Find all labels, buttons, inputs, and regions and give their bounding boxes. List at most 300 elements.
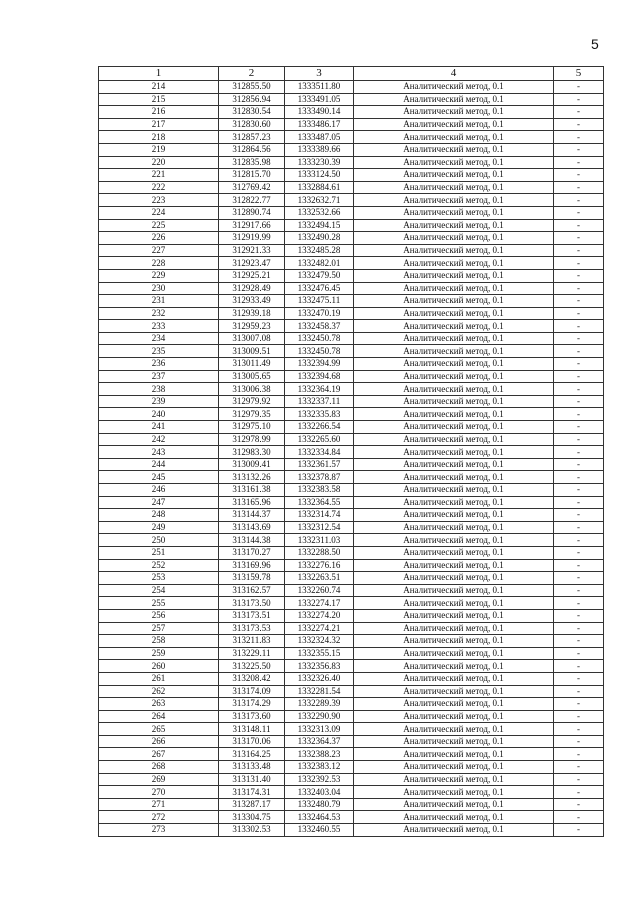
note-cell: -: [554, 458, 604, 471]
y-coordinate-cell: 1332364.55: [285, 496, 354, 509]
method-cell: Аналитический метод, 0.1: [354, 584, 554, 597]
y-coordinate-cell: 1333491.05: [285, 93, 354, 106]
table-row: [99, 332, 604, 345]
note-cell: -: [554, 496, 604, 509]
x-coordinate-cell: 313302.53: [219, 824, 285, 837]
column-header-3: 3: [285, 67, 354, 81]
note-cell: -: [554, 660, 604, 673]
x-coordinate-cell: 312919.99: [219, 232, 285, 245]
x-coordinate-cell: 313287.17: [219, 798, 285, 811]
note-cell: -: [554, 698, 604, 711]
method-cell: Аналитический метод, 0.1: [354, 408, 554, 421]
note-cell: -: [554, 257, 604, 270]
method-cell: Аналитический метод, 0.1: [354, 156, 554, 169]
method-cell: Аналитический метод, 0.1: [354, 81, 554, 94]
y-coordinate-cell: 1333230.39: [285, 156, 354, 169]
y-coordinate-cell: 1332450.78: [285, 332, 354, 345]
column-header-4: 4: [354, 67, 554, 81]
table-row: [99, 408, 604, 421]
method-cell: Аналитический метод, 0.1: [354, 509, 554, 522]
y-coordinate-cell: 1333486.17: [285, 118, 354, 131]
table-row: [99, 269, 604, 282]
note-cell: -: [554, 635, 604, 648]
method-cell: Аналитический метод, 0.1: [354, 131, 554, 144]
note-cell: -: [554, 735, 604, 748]
point-number-cell: 233: [99, 320, 219, 333]
point-number-cell: 269: [99, 773, 219, 786]
point-number-cell: 246: [99, 484, 219, 497]
point-number-cell: 262: [99, 685, 219, 698]
table-row: [99, 824, 604, 837]
y-coordinate-cell: 1332458.37: [285, 320, 354, 333]
note-cell: -: [554, 786, 604, 799]
y-coordinate-cell: 1332289.39: [285, 698, 354, 711]
y-coordinate-cell: 1333124.50: [285, 169, 354, 182]
table-row: [99, 106, 604, 119]
point-number-cell: 259: [99, 647, 219, 660]
table-row: [99, 181, 604, 194]
y-coordinate-cell: 1332288.50: [285, 546, 354, 559]
method-cell: Аналитический метод, 0.1: [354, 546, 554, 559]
x-coordinate-cell: 313225.50: [219, 660, 285, 673]
point-number-cell: 230: [99, 282, 219, 295]
table-row: [99, 232, 604, 245]
y-coordinate-cell: 1332392.53: [285, 773, 354, 786]
point-number-cell: 227: [99, 244, 219, 257]
method-cell: Аналитический метод, 0.1: [354, 106, 554, 119]
x-coordinate-cell: 312923.47: [219, 257, 285, 270]
x-coordinate-cell: 313174.29: [219, 698, 285, 711]
table-row: [99, 244, 604, 257]
method-cell: Аналитический метод, 0.1: [354, 169, 554, 182]
y-coordinate-cell: 1332260.74: [285, 584, 354, 597]
point-number-cell: 223: [99, 194, 219, 207]
column-header-1: 1: [99, 67, 219, 81]
y-coordinate-cell: 1332485.28: [285, 244, 354, 257]
note-cell: -: [554, 282, 604, 295]
x-coordinate-cell: 313208.42: [219, 672, 285, 685]
note-cell: -: [554, 811, 604, 824]
note-cell: -: [554, 295, 604, 308]
table-row: [99, 698, 604, 711]
table-row: [99, 320, 604, 333]
point-number-cell: 234: [99, 332, 219, 345]
x-coordinate-cell: 312830.60: [219, 118, 285, 131]
note-cell: -: [554, 597, 604, 610]
x-coordinate-cell: 313165.96: [219, 496, 285, 509]
note-cell: -: [554, 232, 604, 245]
method-cell: Аналитический метод, 0.1: [354, 723, 554, 736]
point-number-cell: 221: [99, 169, 219, 182]
note-cell: -: [554, 118, 604, 131]
y-coordinate-cell: 1332361.57: [285, 458, 354, 471]
x-coordinate-cell: 313169.96: [219, 559, 285, 572]
method-cell: Аналитический метод, 0.1: [354, 811, 554, 824]
note-cell: -: [554, 332, 604, 345]
method-cell: Аналитический метод, 0.1: [354, 609, 554, 622]
y-coordinate-cell: 1332532.66: [285, 206, 354, 219]
point-number-cell: 252: [99, 559, 219, 572]
table-row: [99, 81, 604, 94]
method-cell: Аналитический метод, 0.1: [354, 345, 554, 358]
x-coordinate-cell: 312983.30: [219, 446, 285, 459]
table-row: [99, 798, 604, 811]
x-coordinate-cell: 313144.37: [219, 509, 285, 522]
table-row: [99, 597, 604, 610]
y-coordinate-cell: 1332355.15: [285, 647, 354, 660]
table-row: [99, 219, 604, 232]
table-row: [99, 118, 604, 131]
x-coordinate-cell: 313131.40: [219, 773, 285, 786]
y-coordinate-cell: 1332884.61: [285, 181, 354, 194]
y-coordinate-cell: 1332356.83: [285, 660, 354, 673]
point-number-cell: 224: [99, 206, 219, 219]
table-row: [99, 521, 604, 534]
x-coordinate-cell: 312857.23: [219, 131, 285, 144]
y-coordinate-cell: 1332274.20: [285, 609, 354, 622]
x-coordinate-cell: 312864.56: [219, 143, 285, 156]
point-number-cell: 225: [99, 219, 219, 232]
note-cell: -: [554, 622, 604, 635]
note-cell: -: [554, 131, 604, 144]
table-row: [99, 773, 604, 786]
method-cell: Аналитический метод, 0.1: [354, 824, 554, 837]
table-row: [99, 685, 604, 698]
method-cell: Аналитический метод, 0.1: [354, 194, 554, 207]
y-coordinate-cell: 1332266.54: [285, 421, 354, 434]
x-coordinate-cell: 313006.38: [219, 383, 285, 396]
note-cell: -: [554, 156, 604, 169]
table-row: [99, 660, 604, 673]
table-row: [99, 584, 604, 597]
y-coordinate-cell: 1332450.78: [285, 345, 354, 358]
x-coordinate-cell: 312815.70: [219, 169, 285, 182]
y-coordinate-cell: 1332324.32: [285, 635, 354, 648]
method-cell: Аналитический метод, 0.1: [354, 559, 554, 572]
table-header-row: [99, 67, 604, 81]
method-cell: Аналитический метод, 0.1: [354, 471, 554, 484]
table-row: [99, 559, 604, 572]
y-coordinate-cell: 1332490.28: [285, 232, 354, 245]
table-row: [99, 534, 604, 547]
y-coordinate-cell: 1332480.79: [285, 798, 354, 811]
note-cell: -: [554, 509, 604, 522]
point-number-cell: 216: [99, 106, 219, 119]
coordinates-table: [98, 66, 604, 837]
method-cell: Аналитический метод, 0.1: [354, 433, 554, 446]
note-cell: -: [554, 433, 604, 446]
x-coordinate-cell: 312975.10: [219, 421, 285, 434]
x-coordinate-cell: 312856.94: [219, 93, 285, 106]
table-row: [99, 358, 604, 371]
y-coordinate-cell: 1332335.83: [285, 408, 354, 421]
x-coordinate-cell: 313011.49: [219, 358, 285, 371]
column-header-5: 5: [554, 67, 604, 81]
x-coordinate-cell: 313170.27: [219, 546, 285, 559]
point-number-cell: 229: [99, 269, 219, 282]
point-number-cell: 260: [99, 660, 219, 673]
y-coordinate-cell: 1332482.01: [285, 257, 354, 270]
y-coordinate-cell: 1333490.14: [285, 106, 354, 119]
table-row: [99, 647, 604, 660]
y-coordinate-cell: 1332394.99: [285, 358, 354, 371]
note-cell: -: [554, 181, 604, 194]
note-cell: -: [554, 647, 604, 660]
point-number-cell: 236: [99, 358, 219, 371]
note-cell: -: [554, 219, 604, 232]
method-cell: Аналитический метод, 0.1: [354, 572, 554, 585]
method-cell: Аналитический метод, 0.1: [354, 748, 554, 761]
x-coordinate-cell: 313009.41: [219, 458, 285, 471]
method-cell: Аналитический метод, 0.1: [354, 496, 554, 509]
note-cell: -: [554, 710, 604, 723]
point-number-cell: 257: [99, 622, 219, 635]
note-cell: -: [554, 672, 604, 685]
method-cell: Аналитический метод, 0.1: [354, 521, 554, 534]
point-number-cell: 243: [99, 446, 219, 459]
note-cell: -: [554, 798, 604, 811]
point-number-cell: 254: [99, 584, 219, 597]
method-cell: Аналитический метод, 0.1: [354, 269, 554, 282]
y-coordinate-cell: 1332314.74: [285, 509, 354, 522]
method-cell: Аналитический метод, 0.1: [354, 672, 554, 685]
x-coordinate-cell: 312959.23: [219, 320, 285, 333]
point-number-cell: 220: [99, 156, 219, 169]
method-cell: Аналитический метод, 0.1: [354, 710, 554, 723]
point-number-cell: 268: [99, 761, 219, 774]
method-cell: Аналитический метод, 0.1: [354, 446, 554, 459]
point-number-cell: 255: [99, 597, 219, 610]
note-cell: -: [554, 81, 604, 94]
note-cell: -: [554, 773, 604, 786]
note-cell: -: [554, 748, 604, 761]
method-cell: Аналитический метод, 0.1: [354, 622, 554, 635]
point-number-cell: 266: [99, 735, 219, 748]
table-row: [99, 257, 604, 270]
table-row: [99, 206, 604, 219]
note-cell: -: [554, 194, 604, 207]
point-number-cell: 231: [99, 295, 219, 308]
y-coordinate-cell: 1333389.66: [285, 143, 354, 156]
note-cell: -: [554, 383, 604, 396]
table-row: [99, 509, 604, 522]
method-cell: Аналитический метод, 0.1: [354, 421, 554, 434]
x-coordinate-cell: 313143.69: [219, 521, 285, 534]
note-cell: -: [554, 761, 604, 774]
point-number-cell: 248: [99, 509, 219, 522]
table-row: [99, 446, 604, 459]
y-coordinate-cell: 1332383.12: [285, 761, 354, 774]
point-number-cell: 238: [99, 383, 219, 396]
x-coordinate-cell: 313161.38: [219, 484, 285, 497]
note-cell: -: [554, 408, 604, 421]
point-number-cell: 263: [99, 698, 219, 711]
table-row: [99, 761, 604, 774]
table-row: [99, 307, 604, 320]
x-coordinate-cell: 313148.11: [219, 723, 285, 736]
y-coordinate-cell: 1332460.55: [285, 824, 354, 837]
y-coordinate-cell: 1332274.17: [285, 597, 354, 610]
y-coordinate-cell: 1332479.50: [285, 269, 354, 282]
note-cell: -: [554, 93, 604, 106]
x-coordinate-cell: 312921.33: [219, 244, 285, 257]
method-cell: Аналитический метод, 0.1: [354, 332, 554, 345]
table-row: [99, 156, 604, 169]
x-coordinate-cell: 313170.06: [219, 735, 285, 748]
point-number-cell: 265: [99, 723, 219, 736]
y-coordinate-cell: 1332312.54: [285, 521, 354, 534]
method-cell: Аналитический метод, 0.1: [354, 786, 554, 799]
method-cell: Аналитический метод, 0.1: [354, 798, 554, 811]
x-coordinate-cell: 313005.65: [219, 370, 285, 383]
note-cell: -: [554, 546, 604, 559]
note-cell: -: [554, 345, 604, 358]
point-number-cell: 226: [99, 232, 219, 245]
y-coordinate-cell: 1332334.84: [285, 446, 354, 459]
x-coordinate-cell: 313164.25: [219, 748, 285, 761]
x-coordinate-cell: 313304.75: [219, 811, 285, 824]
method-cell: Аналитический метод, 0.1: [354, 143, 554, 156]
method-cell: Аналитический метод, 0.1: [354, 295, 554, 308]
x-coordinate-cell: 313007.08: [219, 332, 285, 345]
point-number-cell: 267: [99, 748, 219, 761]
y-coordinate-cell: 1333511.80: [285, 81, 354, 94]
table-body: [99, 81, 604, 837]
x-coordinate-cell: 312855.50: [219, 81, 285, 94]
point-number-cell: 214: [99, 81, 219, 94]
note-cell: -: [554, 320, 604, 333]
y-coordinate-cell: 1332263.51: [285, 572, 354, 585]
table-row: [99, 710, 604, 723]
y-coordinate-cell: 1332311.03: [285, 534, 354, 547]
table-row: [99, 546, 604, 559]
method-cell: Аналитический метод, 0.1: [354, 206, 554, 219]
note-cell: -: [554, 395, 604, 408]
method-cell: Аналитический метод, 0.1: [354, 761, 554, 774]
note-cell: -: [554, 521, 604, 534]
x-coordinate-cell: 313132.26: [219, 471, 285, 484]
point-number-cell: 219: [99, 143, 219, 156]
y-coordinate-cell: 1332290.90: [285, 710, 354, 723]
x-coordinate-cell: 312835.98: [219, 156, 285, 169]
table-row: [99, 735, 604, 748]
y-coordinate-cell: 1332281.54: [285, 685, 354, 698]
note-cell: -: [554, 824, 604, 837]
point-number-cell: 217: [99, 118, 219, 131]
x-coordinate-cell: 312925.21: [219, 269, 285, 282]
point-number-cell: 241: [99, 421, 219, 434]
point-number-cell: 250: [99, 534, 219, 547]
point-number-cell: 251: [99, 546, 219, 559]
point-number-cell: 240: [99, 408, 219, 421]
point-number-cell: 270: [99, 786, 219, 799]
x-coordinate-cell: 313144.38: [219, 534, 285, 547]
point-number-cell: 272: [99, 811, 219, 824]
x-coordinate-cell: 313174.31: [219, 786, 285, 799]
method-cell: Аналитический метод, 0.1: [354, 370, 554, 383]
x-coordinate-cell: 313173.50: [219, 597, 285, 610]
note-cell: -: [554, 572, 604, 585]
x-coordinate-cell: 312917.66: [219, 219, 285, 232]
x-coordinate-cell: 312939.18: [219, 307, 285, 320]
method-cell: Аналитический метод, 0.1: [354, 395, 554, 408]
x-coordinate-cell: 312830.54: [219, 106, 285, 119]
method-cell: Аналитический метод, 0.1: [354, 660, 554, 673]
table-row: [99, 169, 604, 182]
table-row: [99, 194, 604, 207]
method-cell: Аналитический метод, 0.1: [354, 735, 554, 748]
method-cell: Аналитический метод, 0.1: [354, 635, 554, 648]
point-number-cell: 222: [99, 181, 219, 194]
note-cell: -: [554, 534, 604, 547]
note-cell: -: [554, 307, 604, 320]
x-coordinate-cell: 312928.49: [219, 282, 285, 295]
point-number-cell: 218: [99, 131, 219, 144]
table-row: [99, 811, 604, 824]
page-number: 5: [591, 36, 599, 52]
y-coordinate-cell: 1332265.60: [285, 433, 354, 446]
point-number-cell: 249: [99, 521, 219, 534]
x-coordinate-cell: 312769.42: [219, 181, 285, 194]
note-cell: -: [554, 206, 604, 219]
y-coordinate-cell: 1332632.71: [285, 194, 354, 207]
x-coordinate-cell: 312978.99: [219, 433, 285, 446]
note-cell: -: [554, 269, 604, 282]
table-row: [99, 383, 604, 396]
column-header-2: 2: [219, 67, 285, 81]
method-cell: Аналитический метод, 0.1: [354, 232, 554, 245]
table-row: [99, 572, 604, 585]
method-cell: Аналитический метод, 0.1: [354, 458, 554, 471]
table-row: [99, 635, 604, 648]
method-cell: Аналитический метод, 0.1: [354, 257, 554, 270]
table-row: [99, 131, 604, 144]
method-cell: Аналитический метод, 0.1: [354, 383, 554, 396]
x-coordinate-cell: 313173.53: [219, 622, 285, 635]
x-coordinate-cell: 313174.09: [219, 685, 285, 698]
y-coordinate-cell: 1333487.05: [285, 131, 354, 144]
point-number-cell: 228: [99, 257, 219, 270]
y-coordinate-cell: 1332394.68: [285, 370, 354, 383]
method-cell: Аналитический метод, 0.1: [354, 773, 554, 786]
point-number-cell: 271: [99, 798, 219, 811]
x-coordinate-cell: 313211.83: [219, 635, 285, 648]
x-coordinate-cell: 313229.11: [219, 647, 285, 660]
y-coordinate-cell: 1332378.87: [285, 471, 354, 484]
point-number-cell: 239: [99, 395, 219, 408]
y-coordinate-cell: 1332337.11: [285, 395, 354, 408]
note-cell: -: [554, 358, 604, 371]
table-row: [99, 433, 604, 446]
method-cell: Аналитический метод, 0.1: [354, 118, 554, 131]
x-coordinate-cell: 312979.35: [219, 408, 285, 421]
table-row: [99, 471, 604, 484]
note-cell: -: [554, 244, 604, 257]
table-row: [99, 143, 604, 156]
table-row: [99, 609, 604, 622]
method-cell: Аналитический метод, 0.1: [354, 219, 554, 232]
note-cell: -: [554, 559, 604, 572]
table-row: [99, 484, 604, 497]
x-coordinate-cell: 312979.92: [219, 395, 285, 408]
y-coordinate-cell: 1332364.19: [285, 383, 354, 396]
table-row: [99, 458, 604, 471]
table-row: [99, 421, 604, 434]
y-coordinate-cell: 1332364.37: [285, 735, 354, 748]
point-number-cell: 244: [99, 458, 219, 471]
y-coordinate-cell: 1332313.09: [285, 723, 354, 736]
x-coordinate-cell: 313159.78: [219, 572, 285, 585]
